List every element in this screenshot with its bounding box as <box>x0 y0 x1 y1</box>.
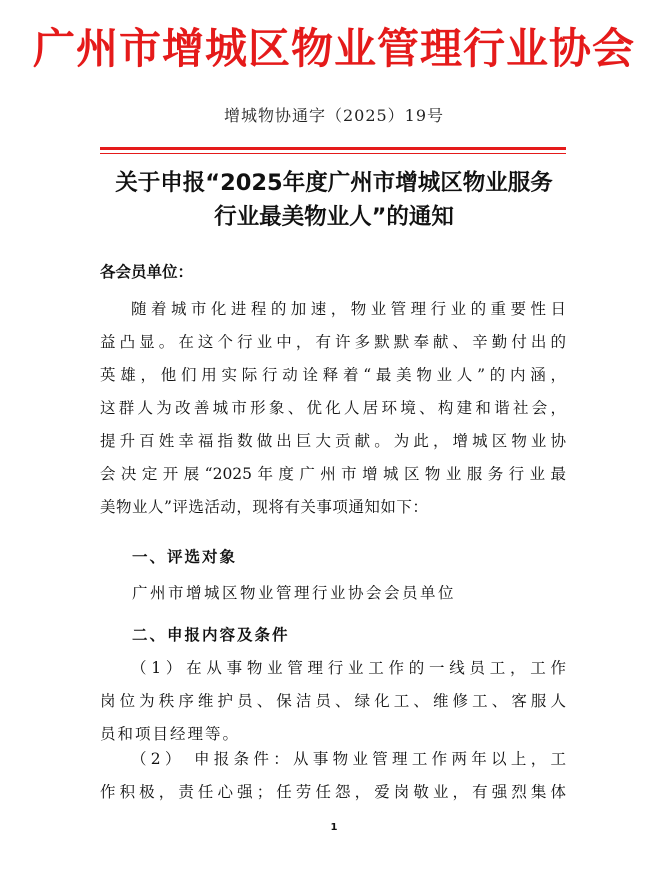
title-line-1: 关于申报“2025年度广州市增城区物业服务 <box>115 170 553 196</box>
notice-title <box>40 166 628 234</box>
item-2-paragraph <box>100 743 566 809</box>
paragraph-line: 美物业人”评选活动，现将有关事项通知如下： <box>100 498 429 516</box>
page-number: 1 <box>330 822 338 833</box>
paragraph-line: 随着城市化进程的加速，物业管理行业的重要性日 <box>131 300 566 318</box>
paragraph-line: 英雄，他们用实际行动诠释着“最美物业人”的内涵， <box>100 366 566 384</box>
paragraph-line: 益凸显。在这个行业中，有许多默默奉献、辛勤付出的 <box>100 333 566 351</box>
organization-header: 广州市增城区物业管理行业协会 <box>32 24 635 73</box>
item-1-paragraph <box>100 652 566 751</box>
red-divider-thin <box>100 153 566 154</box>
intro-paragraph <box>100 293 566 524</box>
paragraph-line: 提升百姓幸福指数做出巨大贡献。为此，增城区物业协 <box>100 432 566 450</box>
salutation: 各会员单位： <box>100 263 194 281</box>
paragraph-line: （1）在从事物业管理行业工作的一线员工，工作 <box>131 659 566 677</box>
document-number: 增城物协通字（2025）19号 <box>223 106 445 125</box>
paragraph-line: （2） 申报条件：从事物业管理工作两年以上，工 <box>131 750 566 768</box>
section-heading: 二、申报内容及条件 <box>132 626 290 644</box>
section-heading: 一、评选对象 <box>132 548 238 566</box>
paragraph-line: 员和项目经理等。 <box>100 725 241 743</box>
paragraph-line: 会决定开展“2025年度广州市增城区物业服务行业最 <box>100 465 566 483</box>
paragraph-line: 这群人为改善城市形象、优化人居环境、构建和谐社会， <box>100 399 566 417</box>
red-divider-thick <box>100 147 566 150</box>
title-line-2: 行业最美物业人”的通知 <box>214 204 454 230</box>
paragraph-line: 作积极，责任心强；任劳任怨，爱岗敬业，有强烈集体 <box>100 783 566 801</box>
paragraph-line: 岗位为秩序维护员、保洁员、绿化工、维修工、客服人 <box>100 692 566 710</box>
section-content: 广州市增城区物业管理行业协会会员单位 <box>132 584 457 602</box>
